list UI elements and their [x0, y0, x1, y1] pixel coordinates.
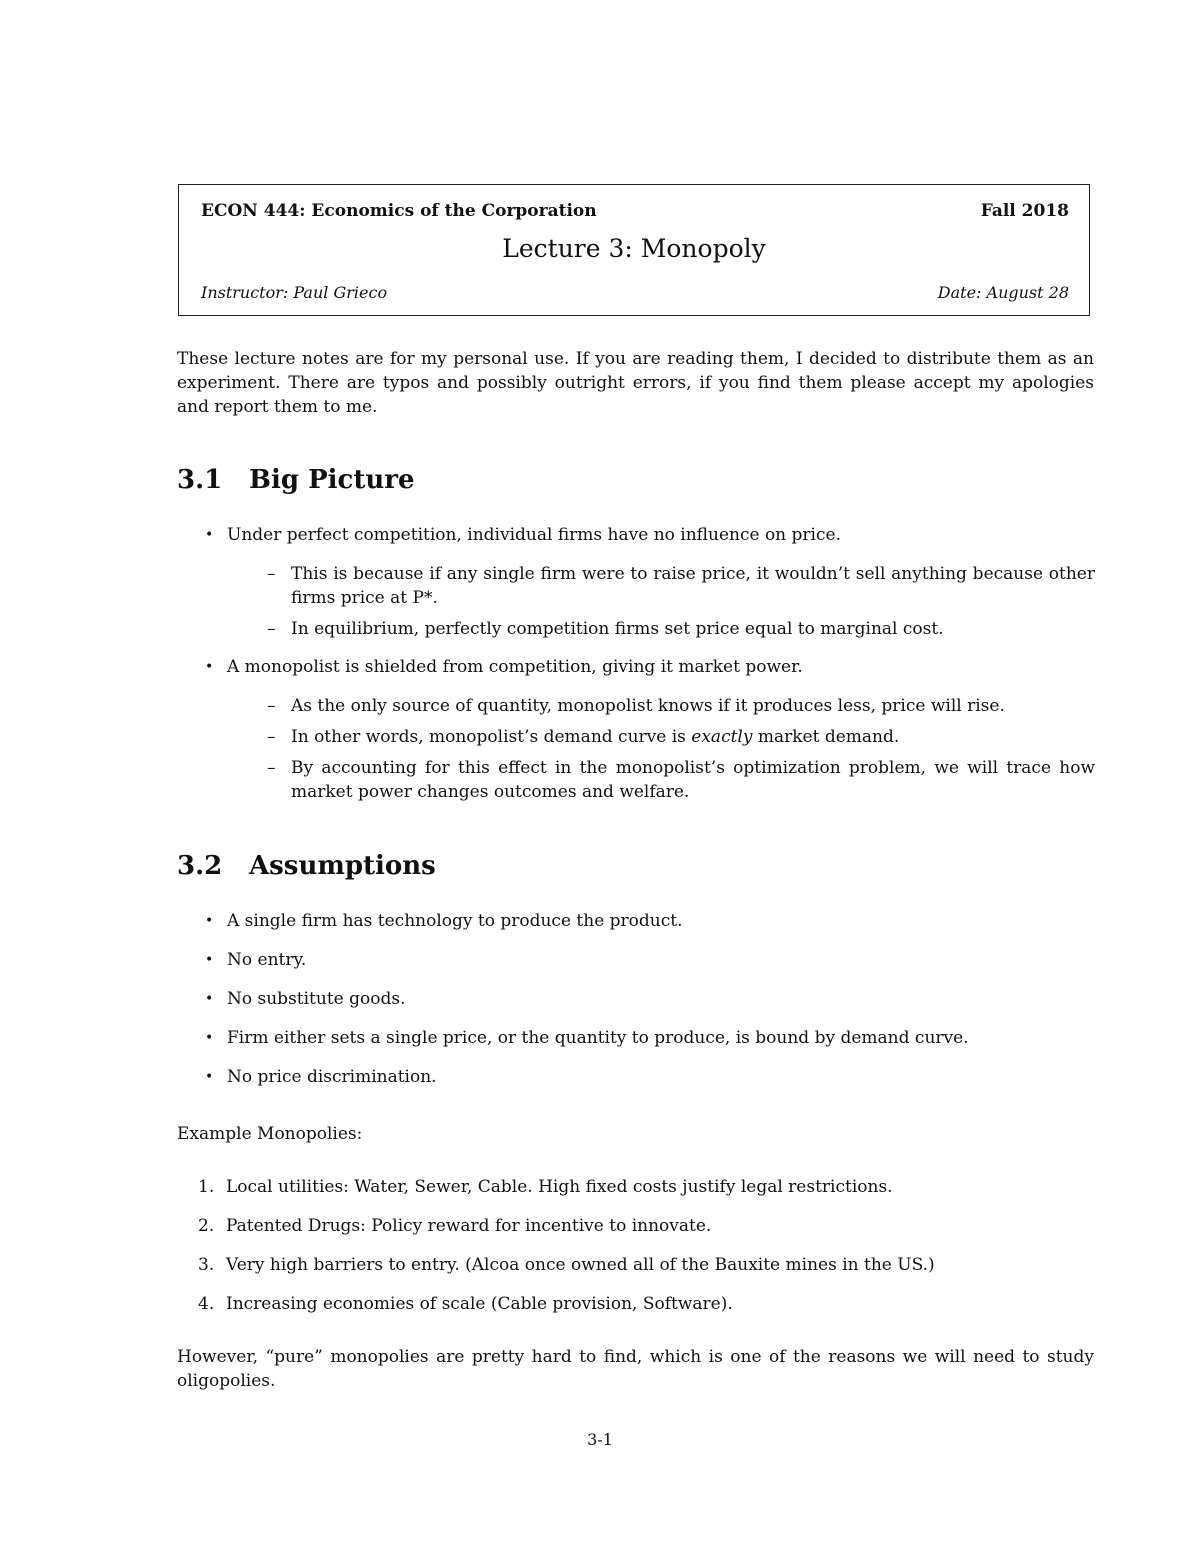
- bullet-icon: •: [205, 913, 214, 929]
- list-item: [198, 1253, 1088, 1277]
- list-item: [205, 987, 1095, 1011]
- dash-icon: –: [267, 564, 276, 584]
- list-item: [205, 909, 1095, 933]
- dash-icon: –: [267, 758, 276, 778]
- emphasis-text: exactly: [691, 727, 753, 747]
- lecture-header-box: [178, 184, 1090, 316]
- sub-list-item: [267, 694, 1095, 718]
- examples-label: Example Monopolies:: [177, 1124, 363, 1144]
- bullet-icon: •: [205, 991, 214, 1007]
- sub-list-item-text: By accounting for this effect in the monopolist’s optimization problem, we will trace how market power changes outcomes and welfare.: [291, 758, 1095, 802]
- list-item-text: Local utilities: Water, Sewer, Cable. High fixed costs justify legal restrictions.: [226, 1177, 893, 1197]
- list-item-text: Increasing economies of scale (Cable provision, Software).: [226, 1294, 733, 1314]
- list-item: [205, 948, 1095, 972]
- sub-list-item-text-pre: In other words, monopolist’s demand curve is: [291, 727, 692, 747]
- sub-list-item: [267, 562, 1095, 610]
- list-item-text: Under perfect competition, individual firms have no influence on price.: [227, 525, 841, 545]
- assumptions-list: [205, 909, 1095, 1089]
- lecture-title: Lecture 3: Monopoly: [502, 234, 766, 263]
- dash-icon: –: [267, 696, 276, 716]
- list-item: [198, 1214, 1088, 1238]
- section-title: Assumptions: [249, 851, 436, 881]
- list-item: [205, 1065, 1095, 1089]
- sub-list-item: [267, 617, 1095, 641]
- list-item: [198, 1292, 1088, 1316]
- closing-paragraph: However, “pure” monopolies are pretty hard to find, which is one of the reasons we will need to study oligopolies.: [177, 1347, 1094, 1391]
- list-item: [205, 1026, 1095, 1050]
- section-number: 3.2: [177, 851, 223, 881]
- item-number: 3.: [198, 1255, 215, 1275]
- section-heading-assumptions: [177, 851, 436, 881]
- term-label: Fall 2018: [980, 201, 1069, 221]
- sub-list-item-text: This is because if any single firm were to raise price, it wouldn’t sell anything because other firms price at P*.: [291, 564, 1095, 608]
- bullet-icon: •: [205, 659, 214, 675]
- list-item-text: No substitute goods.: [227, 989, 406, 1009]
- list-item-text: No price discrimination.: [227, 1067, 437, 1087]
- dash-icon: –: [267, 619, 276, 639]
- sub-list: [227, 694, 1095, 804]
- list-item-text: A monopolist is shielded from competition, giving it market power.: [227, 657, 803, 677]
- instructor-label: Instructor: Paul Grieco: [201, 283, 388, 302]
- dash-icon: –: [267, 727, 276, 747]
- date-label: Date: August 28: [937, 283, 1069, 302]
- sub-list-item: [267, 756, 1095, 804]
- sub-list-item: [267, 725, 1095, 749]
- course-title: ECON 444: Economics of the Corporation: [201, 201, 597, 221]
- sub-list-item-text: In equilibrium, perfectly competition firms set price equal to marginal cost.: [291, 619, 944, 639]
- big-picture-list: [205, 523, 1095, 804]
- list-item-text: No entry.: [227, 950, 307, 970]
- list-item-text: Patented Drugs: Policy reward for incentive to innovate.: [226, 1216, 712, 1236]
- bullet-icon: •: [205, 527, 214, 543]
- item-number: 1.: [198, 1177, 215, 1197]
- list-item-text: Firm either sets a single price, or the quantity to produce, is bound by demand curve.: [227, 1028, 969, 1048]
- intro-paragraph: These lecture notes are for my personal use. If you are reading them, I decided to distribute them as an experiment. There are typos and possibly outright errors, if you find them please accept my apologies and report them to me.: [177, 349, 1094, 417]
- examples-list: [198, 1175, 1088, 1316]
- bullet-icon: •: [205, 1030, 214, 1046]
- bullet-icon: •: [205, 1069, 214, 1085]
- sub-list: [227, 562, 1095, 641]
- section-number: 3.1: [177, 465, 223, 495]
- list-item: [205, 655, 1095, 804]
- sub-list-item-text-post: market demand.: [752, 727, 900, 747]
- list-item: [205, 523, 1095, 641]
- page-number: 3-1: [587, 1430, 613, 1449]
- bullet-icon: •: [205, 952, 214, 968]
- item-number: 4.: [198, 1294, 215, 1314]
- sub-list-item-text: As the only source of quantity, monopolist knows if it produces less, price will rise.: [291, 696, 1005, 716]
- list-item: [198, 1175, 1088, 1199]
- section-heading-big-picture: [177, 465, 415, 495]
- item-number: 2.: [198, 1216, 215, 1236]
- section-title: Big Picture: [249, 465, 415, 495]
- list-item-text: Very high barriers to entry. (Alcoa once owned all of the Bauxite mines in the US.): [226, 1255, 935, 1275]
- list-item-text: A single firm has technology to produce the product.: [227, 911, 683, 931]
